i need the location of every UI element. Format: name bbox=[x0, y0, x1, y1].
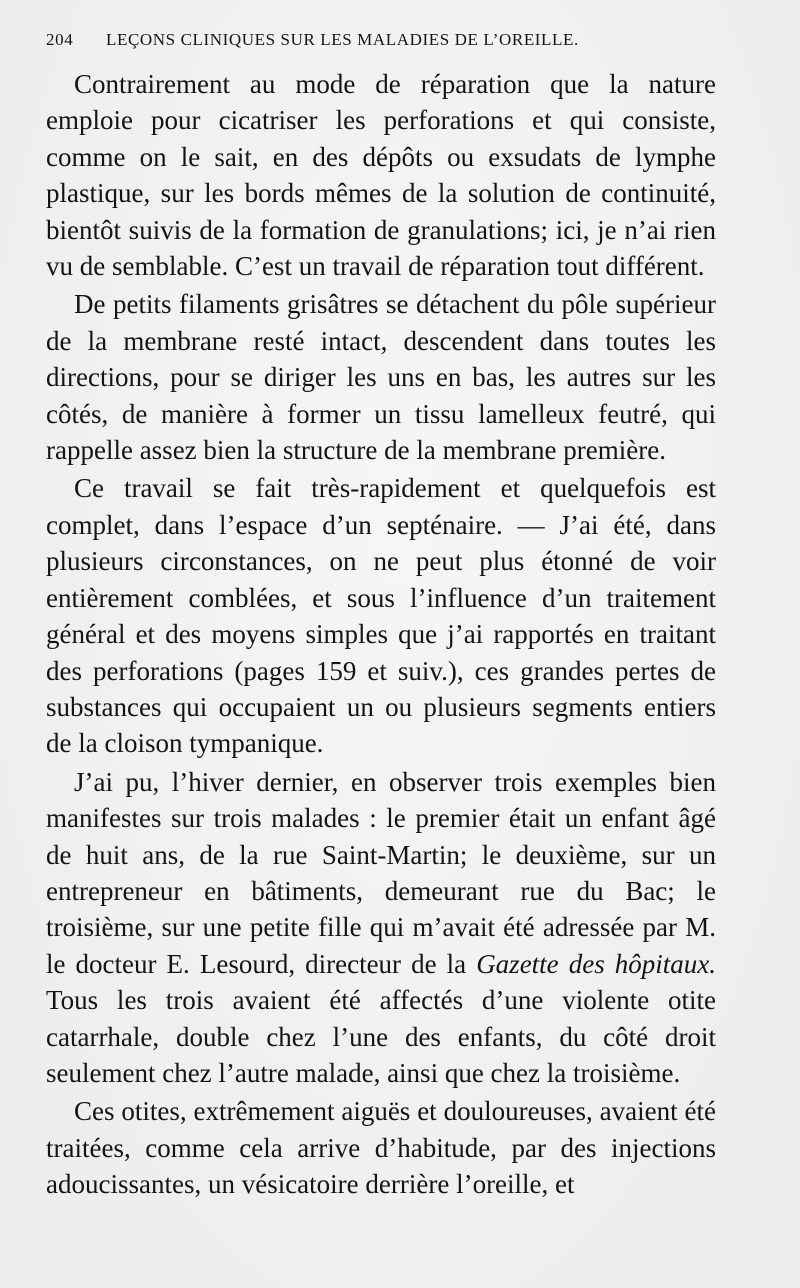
journal-title: Gazette des hôpitaux. bbox=[476, 948, 716, 979]
paragraph-otites: Ces otites, extrêmement aiguës et douloureuses, avaient été traitées, comme cela arrive d’habitude, par des injections adoucissantes, un vésicatoire derrière l’oreille, et bbox=[46, 1096, 716, 1200]
page-number: 204 bbox=[46, 30, 74, 49]
paragraph-exemples-start: J’ai pu, l’hiver dernier, en observer trois exemples bien manifestes sur trois malades : le premier était un enfant âgé de huit ans, de la rue Saint-Martin; le deuxième, sur un entrepreneur en bâtiments, demeurant rue du Bac; le troisième, sur une petite fille qui m’avait été adressée par M. le docteur E. Lesourd, directeur de la bbox=[46, 766, 716, 979]
paragraph-travail: Ce travail se fait très-rapidement et quelquefois est complet, dans l’espace d’un septénaire. — J’ai été, dans plusieurs circonstances, on ne peut plus étonné de voir entièrement comblées, et sous l’influence d’un traitement général et des moyens simples que j’ai rapportés en traitant des perforations (pages 159 et suiv.), ces grandes pertes de substances qui occupaient un ou plusieurs segments entiers de la cloison tympanique. bbox=[46, 473, 716, 759]
body-text bbox=[46, 66, 716, 1203]
paragraph-exemples bbox=[46, 764, 716, 1092]
paragraph-reparation: Contrairement au mode de réparation que la nature emploie pour cicatriser les perforations et qui consiste, comme on le sait, en des dépôts ou exsudats de lymphe plastique, sur les bords mêmes de la solution de continuité, bientôt suivis de la formation de granulations; ici, je n’ai rien vu de semblable. C’est un travail de réparation tout différent. bbox=[46, 69, 716, 282]
paragraph-filaments: De petits filaments grisâtres se détachent du pôle supérieur de la membrane resté intact, descendent dans toutes les directions, pour se diriger les uns en bas, les autres sur les côtés, de manière à former un tissu lamelleux feutré, qui rappelle assez bien la structure de la membrane première. bbox=[46, 289, 716, 466]
running-head bbox=[46, 30, 716, 66]
paragraph-exemples-end: Tous les trois avaient été affectés d’une violente otite catarrhale, double chez l’une des enfants, du côté droit seulement chez l’autre malade, ainsi que chez la troisième. bbox=[46, 985, 716, 1088]
running-title: LEÇONS CLINIQUES SUR LES MALADIES DE L’OREILLE. bbox=[106, 30, 579, 49]
